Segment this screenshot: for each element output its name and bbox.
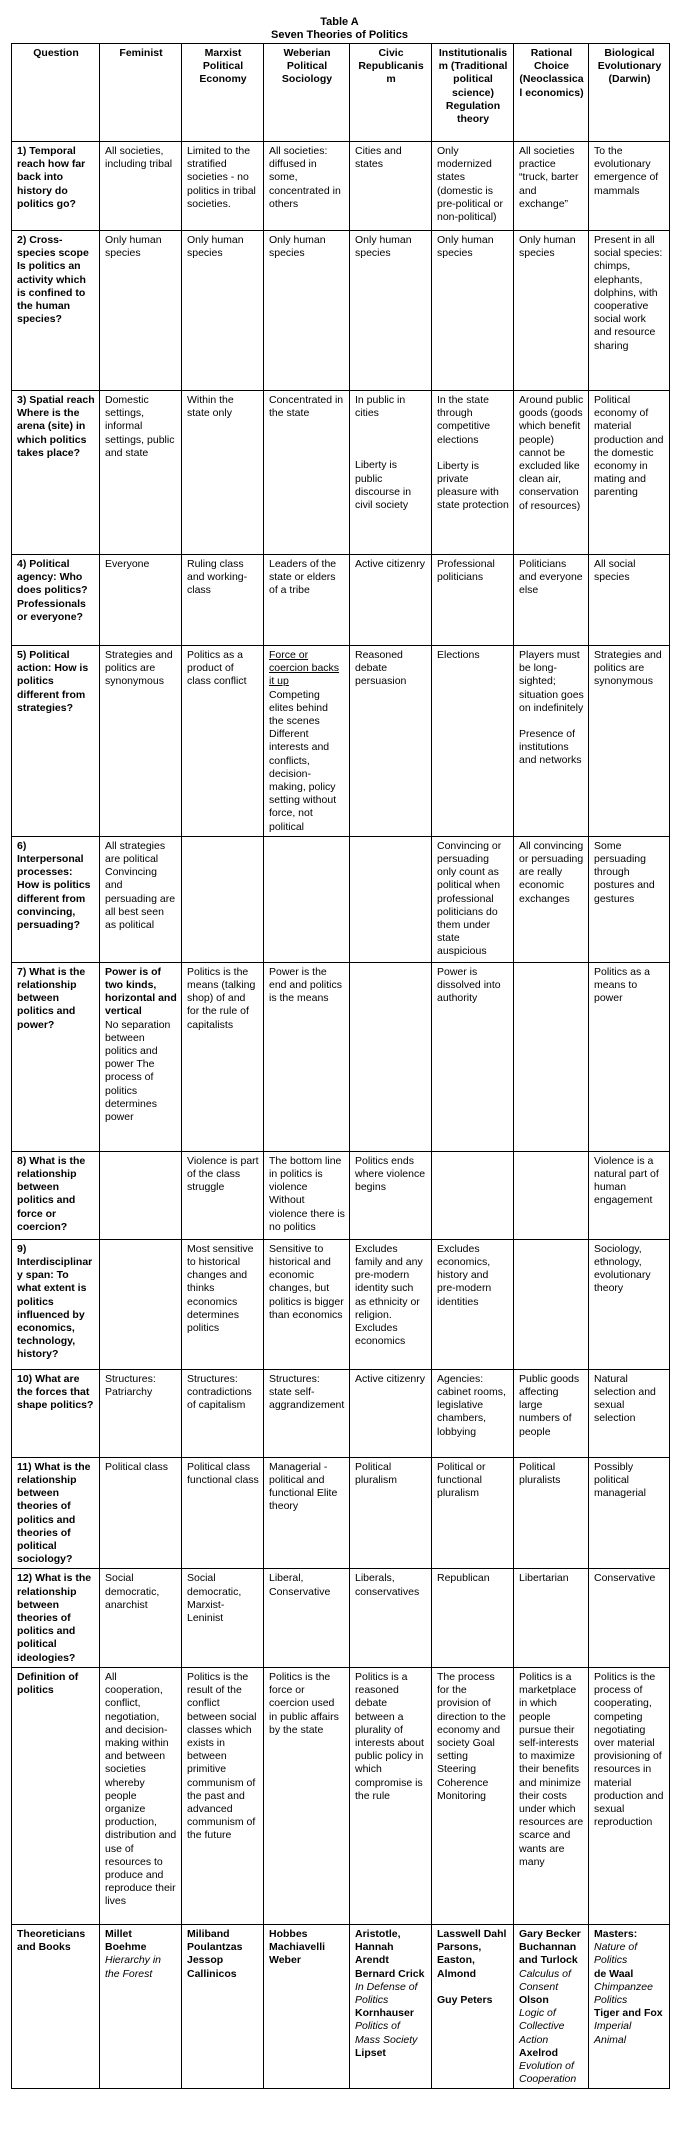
table-cell <box>100 1239 182 1369</box>
table-cell <box>432 391 514 555</box>
table-row <box>12 836 670 962</box>
theoretician-name: de Waal <box>594 1967 634 1980</box>
table-cell <box>182 1924 264 2088</box>
paragraph-gap <box>437 1981 509 1994</box>
table-cell <box>432 1924 514 2088</box>
table-cell: Professional politicians <box>432 555 514 646</box>
table-cell: All societies, including tribal <box>100 142 182 231</box>
table-cell: Only human species <box>350 231 432 391</box>
table-cell: Power is dissolved into authority <box>432 962 514 1151</box>
table-cell: Strategies and politics are synonymous <box>100 646 182 837</box>
table-cell: Most sensitive to historical changes and thinks economics determines politics <box>182 1239 264 1369</box>
book-title: Hierarchy in the Forest <box>105 1954 162 1980</box>
question-cell: Theoreticians and Books <box>12 1924 100 2088</box>
table-cell: Politics as a product of class conflict <box>182 646 264 837</box>
table-cell: All societies practice “truck, barter and exchange” <box>514 142 589 231</box>
table-cell: Convincing or persuading only count as political when professional politicians do them under state auspicious <box>432 836 514 962</box>
table-cell: Only human species <box>182 231 264 391</box>
theoretician-name: Lasswell Dahl Parsons, Easton, Almond <box>437 1927 507 1980</box>
table-cell: Politics is a marketplace in which people pursue their self-interests to maximize their benefits and minimize their costs under which resources are scarce and wants are many <box>514 1667 589 1924</box>
table-cell: Sensitive to historical and economic changes, but politics is bigger than economics <box>264 1239 350 1369</box>
theoretician-name: Kornhauser <box>355 2007 414 2020</box>
table-cell: Some persuading through postures and gestures <box>589 836 670 962</box>
table-row <box>12 391 670 555</box>
theoretician-name: Olson <box>519 1993 549 2006</box>
table-row <box>12 1239 670 1369</box>
table-cell: Social democratic, anarchist <box>100 1569 182 1667</box>
table-cell: Politics is the process of cooperating, competing negotiating over material provisioning of resources in material production and sexual reproduction <box>589 1667 670 1924</box>
table-cell: Only human species <box>264 231 350 391</box>
cell-paragraph: In public in cities <box>355 394 406 420</box>
table-cell: All strategies are political Convincing and persuading are all best seen as political <box>100 836 182 962</box>
table-cell: Liberal, Conservative <box>264 1569 350 1667</box>
header-institutionalism: Institutionalism (Traditional political science) Regulation theory <box>432 44 514 142</box>
table-cell: Only human species <box>100 231 182 391</box>
table-cell <box>350 391 432 555</box>
table-cell: Public goods affecting large numbers of people <box>514 1369 589 1457</box>
header-biological-evolutionary: Biological Evolutionary (Darwin) <box>589 44 670 142</box>
table-cell: Within the state only <box>182 391 264 555</box>
table-cell: Politics is the force or coercion used in public affairs by the state <box>264 1667 350 1924</box>
table-cell <box>264 836 350 962</box>
header-weberian: Weberian Political Sociology <box>264 44 350 142</box>
cell-paragraph: In the state through competitive elections <box>437 394 491 446</box>
table-cell: Social democratic, Marxist-Leninist <box>182 1569 264 1667</box>
question-cell: 7) What is the relationship between politics and power? <box>12 962 100 1151</box>
table-cell: Politics is the result of the conflict between social classes which exists in between primitive communism of the past and advanced communism of the future <box>182 1667 264 1924</box>
table-cell: Domestic settings, informal settings, public and state <box>100 391 182 555</box>
book-title: Evolution of Cooperation <box>519 2059 577 2086</box>
table-cell: Elections <box>432 646 514 837</box>
question-cell: 2) Cross-species scope Is politics an activity which is confined to the human species? <box>12 231 100 391</box>
table-cell: Violence is part of the class struggle <box>182 1151 264 1239</box>
table-cell: Concentrated in the state <box>264 391 350 555</box>
table-cell <box>350 836 432 962</box>
table-cell <box>514 1151 589 1239</box>
book-title: Politics of Mass Society <box>355 2020 418 2046</box>
table-subtitle: Seven Theories of Politics <box>271 29 408 41</box>
question-cell: 10) What are the forces that shape politics? <box>12 1369 100 1457</box>
table-cell: Leaders of the state or elders of a tribe <box>264 555 350 646</box>
table-cell: Structures: contradictions of capitalism <box>182 1369 264 1457</box>
table-row <box>12 1369 670 1457</box>
table-cell: Ruling class and working-class <box>182 555 264 646</box>
question-cell: 11) What is the relationship between theories of politics and theories of political sociology? <box>12 1457 100 1569</box>
question-cell: 1) Temporal reach how far back into history do politics go? <box>12 142 100 231</box>
book-title: In Defense of Politics <box>355 1980 418 2006</box>
table-cell: All convincing or persuading are really economic exchanges <box>514 836 589 962</box>
table-cell: Liberals, conservatives <box>350 1569 432 1667</box>
table-cell: Active citizenry <box>350 1369 432 1457</box>
cell-paragraph: Liberty is private pleasure with state protection <box>437 459 509 512</box>
table-cell <box>350 1924 432 2088</box>
table-cell: Political economy of material production and the domestic economy in mating and parenting <box>589 391 670 555</box>
theoretician-name: Gary Becker Buchannan and Turlock <box>519 1927 581 1967</box>
table-cell: Political or functional pluralism <box>432 1457 514 1569</box>
paragraph-gap <box>437 447 509 460</box>
table-cell: Libertarian <box>514 1569 589 1667</box>
table-cell <box>432 1151 514 1239</box>
table-cell: Around public goods (goods which benefit people) cannot be excluded like clean air, conservation of resources) <box>514 391 589 555</box>
table-cell <box>514 1924 589 2088</box>
question-cell: 6) Interpersonal processes: How is politics different from convincing, persuading? <box>12 836 100 962</box>
table-cell: All social species <box>589 555 670 646</box>
header-marxist: Marxist Political Economy <box>182 44 264 142</box>
cell-paragraph: No separation between politics and power The process of politics determines power <box>105 1018 171 1124</box>
theoretician-name: Guy Peters <box>437 1993 493 2006</box>
table-row <box>12 142 670 231</box>
table-cell: Sociology, ethnology, evolutionary theory <box>589 1239 670 1369</box>
book-title: Chimpanzee Politics <box>594 1980 653 2006</box>
table-cell: Active citizenry <box>350 555 432 646</box>
table-row <box>12 1151 670 1239</box>
table-cell <box>182 836 264 962</box>
table-row <box>12 962 670 1151</box>
table-cell: Politics is the means (talking shop) of and for the rule of capitalists <box>182 962 264 1151</box>
table-cell: All societies: diffused in some, concentrated in others <box>264 142 350 231</box>
book-title: Logic of Collective Action <box>519 2007 565 2046</box>
table-cell: Strategies and politics are synonymous <box>589 646 670 837</box>
table-cell: Excludes family and any pre-modern identity such as ethnicity or religion. Excludes economics <box>350 1239 432 1369</box>
table-cell: All cooperation, conflict, negotiation, and decision-making within and between societies whereby people organize production, distribution and use of resources to produce and reproduce their lives <box>100 1667 182 1924</box>
table-cell: Political class functional class <box>182 1457 264 1569</box>
table-cell: The bottom line in politics is violence Without violence there is no politics <box>264 1151 350 1239</box>
table-cell <box>514 646 589 837</box>
table-cell: Only human species <box>514 231 589 391</box>
question-cell: 5) Political action: How is politics different from strategies? <box>12 646 100 837</box>
header-feminist: Feminist <box>100 44 182 142</box>
table-row <box>12 1924 670 2088</box>
table-cell: Only human species <box>432 231 514 391</box>
header-rational-choice: Rational Choice (Neoclassical economics) <box>514 44 589 142</box>
table-cell <box>100 1924 182 2088</box>
table-cell: To the evolutionary emergence of mammals <box>589 142 670 231</box>
cell-paragraph: Force or coercion backs it up <box>269 649 340 688</box>
table-cell: Everyone <box>100 555 182 646</box>
table-cell <box>350 962 432 1151</box>
table-row <box>12 555 670 646</box>
theoretician-name: Axelrod <box>519 2046 559 2059</box>
question-cell: 4) Political agency: Who does politics? Professionals or everyone? <box>12 555 100 646</box>
table-cell: Republican <box>432 1569 514 1667</box>
table-cell <box>514 1239 589 1369</box>
table-cell: Politics is a reasoned debate between a plurality of interests about public policy in which compromise is the rule <box>350 1667 432 1924</box>
table-cell: Cities and states <box>350 142 432 231</box>
table-cell: Excludes economics, history and pre-modern identities <box>432 1239 514 1369</box>
theoretician-name: Lipset <box>355 2046 386 2059</box>
table-cell: Managerial - political and functional Elite theory <box>264 1457 350 1569</box>
table-cell: Political pluralism <box>350 1457 432 1569</box>
book-title: Nature of Politics <box>594 1941 638 1967</box>
table-cell: Present in all social species: chimps, elephants, dolphins, with cooperative social work and resource sharing <box>589 231 670 391</box>
table-cell: The process for the provision of direction to the economy and society Goal setting Steering Coherence Monitoring <box>432 1667 514 1924</box>
theoretician-name: Hobbes Machiavelli Weber <box>269 1927 326 1967</box>
table-cell: Conservative <box>589 1569 670 1667</box>
question-cell: 12) What is the relationship between theories of politics and political ideologies? <box>12 1569 100 1667</box>
header-civic-republicanism: Civic Republicanism <box>350 44 432 142</box>
cell-paragraph: Presence of institutions and networks <box>519 728 582 767</box>
table-cell: Possibly political managerial <box>589 1457 670 1569</box>
table-title: Table A <box>320 16 359 28</box>
table-cell: Structures: state self-aggrandizement <box>264 1369 350 1457</box>
paragraph-gap <box>355 420 427 459</box>
theories-table <box>11 43 670 2089</box>
theoretician-name: Boehme <box>105 1941 147 1954</box>
cell-paragraph: Liberty is public discourse in civil society <box>355 459 412 512</box>
question-cell: Definition of politics <box>12 1667 100 1924</box>
table-cell <box>264 646 350 837</box>
cell-paragraph: Players must be long-sighted; situation goes on indefinitely <box>519 649 584 714</box>
table-cell: Limited to the stratified societies - no politics in tribal societies. <box>182 142 264 231</box>
table-row <box>12 1457 670 1569</box>
table-row <box>12 231 670 391</box>
table-cell <box>264 1924 350 2088</box>
table-cell: Structures: Patriarchy <box>100 1369 182 1457</box>
table-cell: Violence is a natural part of human engagement <box>589 1151 670 1239</box>
question-cell: 3) Spatial reach Where is the arena (site) in which politics takes place? <box>12 391 100 555</box>
header-row <box>12 44 670 142</box>
table-cell: Politics as a means to power <box>589 962 670 1151</box>
table-cell: Political class <box>100 1457 182 1569</box>
table-cell: Agencies: cabinet rooms, legislative chambers, lobbying <box>432 1369 514 1457</box>
table-cell: Only modernized states (domestic is pre-political or non-political) <box>432 142 514 231</box>
table-cell: Power is the end and politics is the means <box>264 962 350 1151</box>
table-cell: Politicians and everyone else <box>514 555 589 646</box>
table-cell: Natural selection and sexual selection <box>589 1369 670 1457</box>
theoretician-name: Tiger and Fox <box>594 2007 663 2020</box>
cell-paragraph: Competing elites behind the scenes Different interests and conflicts, decision-making, policy setting without force, not political <box>269 688 337 833</box>
book-title: Calculus of Consent <box>519 1967 571 1993</box>
table-cell <box>100 1151 182 1239</box>
table-row <box>12 1569 670 1667</box>
table-row <box>12 646 670 837</box>
question-cell: 9) Interdisciplinary span: To what extent is politics influenced by economics, technology, history? <box>12 1239 100 1369</box>
table-cell <box>589 1924 670 2088</box>
table-cell: Reasoned debate persuasion <box>350 646 432 837</box>
book-title: Imperial Animal <box>594 2020 632 2046</box>
cell-paragraph: Power is of two kinds, horizontal and vertical <box>105 965 177 1018</box>
table-cell: Political pluralists <box>514 1457 589 1569</box>
table-cell <box>100 962 182 1151</box>
theoretician-name: Aristotle, Hannah Arendt Bernard Crick <box>355 1927 425 1980</box>
header-question: Question <box>12 44 100 142</box>
paragraph-gap <box>519 715 584 728</box>
question-cell: 8) What is the relationship between politics and force or coercion? <box>12 1151 100 1239</box>
theoretician-name: Miliband Poulantzas Jessop Callinicos <box>187 1927 243 1980</box>
table-cell: Politics ends where violence begins <box>350 1151 432 1239</box>
masters-label: Masters: <box>594 1927 638 1940</box>
table-cell <box>514 962 589 1151</box>
table-row <box>12 1667 670 1924</box>
theoretician-name: Millet <box>105 1927 132 1940</box>
